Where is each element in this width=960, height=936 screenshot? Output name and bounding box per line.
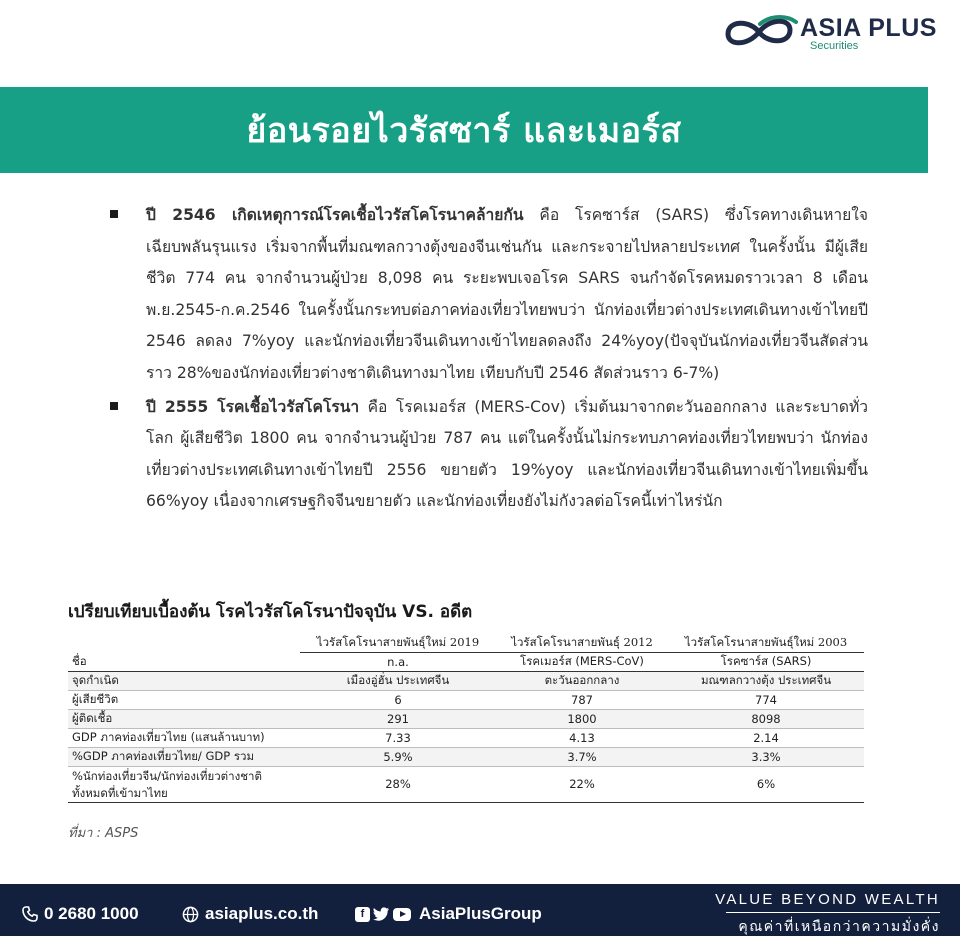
row-label: ผู้เสียชีวิต bbox=[72, 692, 119, 706]
table-corner bbox=[68, 634, 300, 653]
table-cell: 2.14 bbox=[753, 731, 779, 745]
youtube-icon bbox=[393, 908, 411, 921]
row-label: จุดกำเนิด bbox=[72, 673, 119, 687]
comparison-title: เปรียบเทียบเบื้องต้น โรคไวรัสโคโรนาปัจจุบัน VS. อดีต bbox=[68, 602, 473, 622]
column-header-2003: ไวรัสโคโรนาสายพันธุ์ใหม่ 2003 bbox=[668, 634, 864, 653]
table-cell: 3.3% bbox=[751, 750, 781, 764]
table-cell: 3.7% bbox=[567, 750, 597, 764]
table-cell: 6% bbox=[756, 777, 776, 791]
table-row bbox=[68, 710, 864, 729]
logo-subtitle: Securities bbox=[810, 40, 859, 52]
globe-icon bbox=[182, 906, 199, 923]
square-bullet-icon bbox=[110, 210, 118, 218]
cell-name-2012: โรคเมอร์ส (MERS-CoV) bbox=[496, 653, 668, 672]
table-cell: 22% bbox=[569, 777, 595, 791]
table-name-row bbox=[68, 653, 864, 672]
website-text: asiaplus.co.th bbox=[205, 904, 319, 923]
footer-motto-block bbox=[715, 891, 940, 936]
facebook-icon: f bbox=[355, 907, 370, 922]
table-cell: 7.33 bbox=[385, 731, 411, 745]
table-cell: ตะวันออกกลาง bbox=[544, 673, 620, 687]
title-banner bbox=[0, 87, 928, 173]
footer-divider bbox=[726, 912, 940, 913]
table-cell: 8098 bbox=[751, 712, 781, 726]
footer-motto-thai: คุณค่าที่เหนือกว่าความมั่งคั่ง bbox=[738, 919, 940, 935]
square-bullet-icon bbox=[110, 402, 118, 410]
footer-website-link[interactable] bbox=[182, 904, 318, 924]
twitter-icon bbox=[373, 907, 390, 921]
row-label-name: ชื่อ bbox=[68, 653, 300, 672]
source-note: ที่มา : ASPS bbox=[68, 826, 139, 841]
row-label: ผู้ติดเชื้อ bbox=[72, 711, 113, 725]
table-cell: 774 bbox=[755, 693, 777, 707]
bullet-text: คือ โรคซาร์ส (SARS) ซึ่งโรคทางเดินหายใจเฉียบพลันรุนแรง เริ่มจากพื้นที่มณฑลกวางตุ้งของจีนเช่นกัน และกระจายไปหลายประเทศ ในครั้งนั้น มีผู้เสียชีวิต 774 คน จากจำนวนผู้ป่วย 8,098 คน ระยะพบเจอโรค SARS จนกำจัดโรคหมดราวเวลา 8 เดือน พ.ย.2545-ก.ค.2546 ในครั้งนั้นกระทบต่อภาคท่องเที่ยวไทยพบว่า นักท่องเที่ยวต่างประเทศเดินทางเข้าไทยปี 2546 ลดลง 7%yoy และนักท่องเที่ยวจีนเดินทางเข้าไทยลดลงถึง 24%yoy(ปัจจุบันนักท่องเที่ยวจีนสัดส่วนราว 28%ของนักท่องเที่ยวต่างชาติเดินทางมาไทย เทียบกับปี 2546 สัดส่วนราว 6-7%) bbox=[146, 206, 868, 382]
cell-name-2003: โรคซาร์ส (SARS) bbox=[668, 653, 864, 672]
bullet-item-sars bbox=[106, 200, 868, 390]
bullet-heading: ปี 2555 โรคเชื้อไวรัสโคโรนา bbox=[146, 397, 360, 416]
table-row bbox=[68, 672, 864, 691]
row-label: GDP ภาคท่องเที่ยวไทย (แสนล้านบาท) bbox=[72, 730, 265, 744]
footer-motto: VALUE BEYOND WEALTH bbox=[715, 891, 940, 908]
bullet-item-mers bbox=[106, 392, 868, 518]
table-cell: 4.13 bbox=[569, 731, 595, 745]
asia-plus-logo bbox=[720, 10, 940, 55]
footer-bar bbox=[0, 884, 960, 936]
page-title: ย้อนรอยไวรัสซาร์ และเมอร์ส bbox=[246, 111, 682, 151]
table-cell: มณฑลกวางตุ้ง ประเทศจีน bbox=[700, 673, 832, 687]
table-cell: 28% bbox=[385, 777, 411, 791]
column-header-2012: ไวรัสโคโรนาสายพันธุ์ 2012 bbox=[496, 634, 668, 653]
table-header-row bbox=[68, 634, 864, 653]
phone-icon bbox=[22, 906, 38, 922]
footer-phone[interactable] bbox=[22, 904, 139, 924]
infinity-swoosh-icon bbox=[720, 12, 798, 52]
cell-name-2019: n.a. bbox=[300, 653, 496, 672]
table-cell: 291 bbox=[387, 712, 409, 726]
table-cell: 1800 bbox=[567, 712, 597, 726]
logo-name: ASIA PLUS bbox=[800, 14, 937, 42]
table-row bbox=[68, 729, 864, 748]
footer-social-link[interactable] bbox=[355, 904, 542, 924]
comparison-table bbox=[68, 634, 864, 803]
table-cell: 5.9% bbox=[383, 750, 413, 764]
column-header-2019: ไวรัสโคโรนาสายพันธุ์ใหม่ 2019 bbox=[300, 634, 496, 653]
phone-number: 0 2680 1000 bbox=[44, 904, 139, 923]
social-handle: AsiaPlusGroup bbox=[419, 904, 542, 923]
bullet-list bbox=[106, 200, 868, 518]
table-cell: 6 bbox=[394, 693, 402, 707]
bullet-text: คือ โรคเมอร์ส (MERS-Cov) เริ่มต้นมาจากตะวันออกกลาง และระบาดทั่วโลก ผู้เสียชีวิต 1800 คน จากจำนวนผู้ป่วย 787 คน แต่ในครั้งนั้นไม่กระทบภาคท่องเที่ยวไทยพบว่า นักท่องเที่ยวต่างประเทศเดินทางเข้าไทยปี 2556 ขยายตัว 19%yoy และนักท่องเที่ยวจีนเดินทางเข้าไทยเพิ่มขึ้น 66%yoy เนื่องจากเศรษฐกิจจีนขยายตัว และนักท่องเที่ยงยังไม่กังวลต่อโรคนี้เท่าไหร่นัก bbox=[146, 397, 868, 511]
table-row bbox=[68, 691, 864, 710]
table-cell: เมืองอู่ฮั่น ประเทศจีน bbox=[346, 673, 450, 687]
table-cell: 787 bbox=[571, 693, 593, 707]
row-label: %GDP ภาคท่องเที่ยวไทย/ GDP รวม bbox=[72, 749, 255, 763]
row-label: %นักท่องเที่ยวจีน/นักท่องเที่ยวต่างชาติทั้งหมดที่เข้ามาไทย bbox=[72, 768, 262, 800]
bullet-heading: ปี 2546 เกิดเหตุการณ์โรคเชื้อไวรัสโคโรนาคล้ายกัน bbox=[146, 206, 524, 224]
table-row bbox=[68, 748, 864, 767]
table-row bbox=[68, 767, 864, 803]
